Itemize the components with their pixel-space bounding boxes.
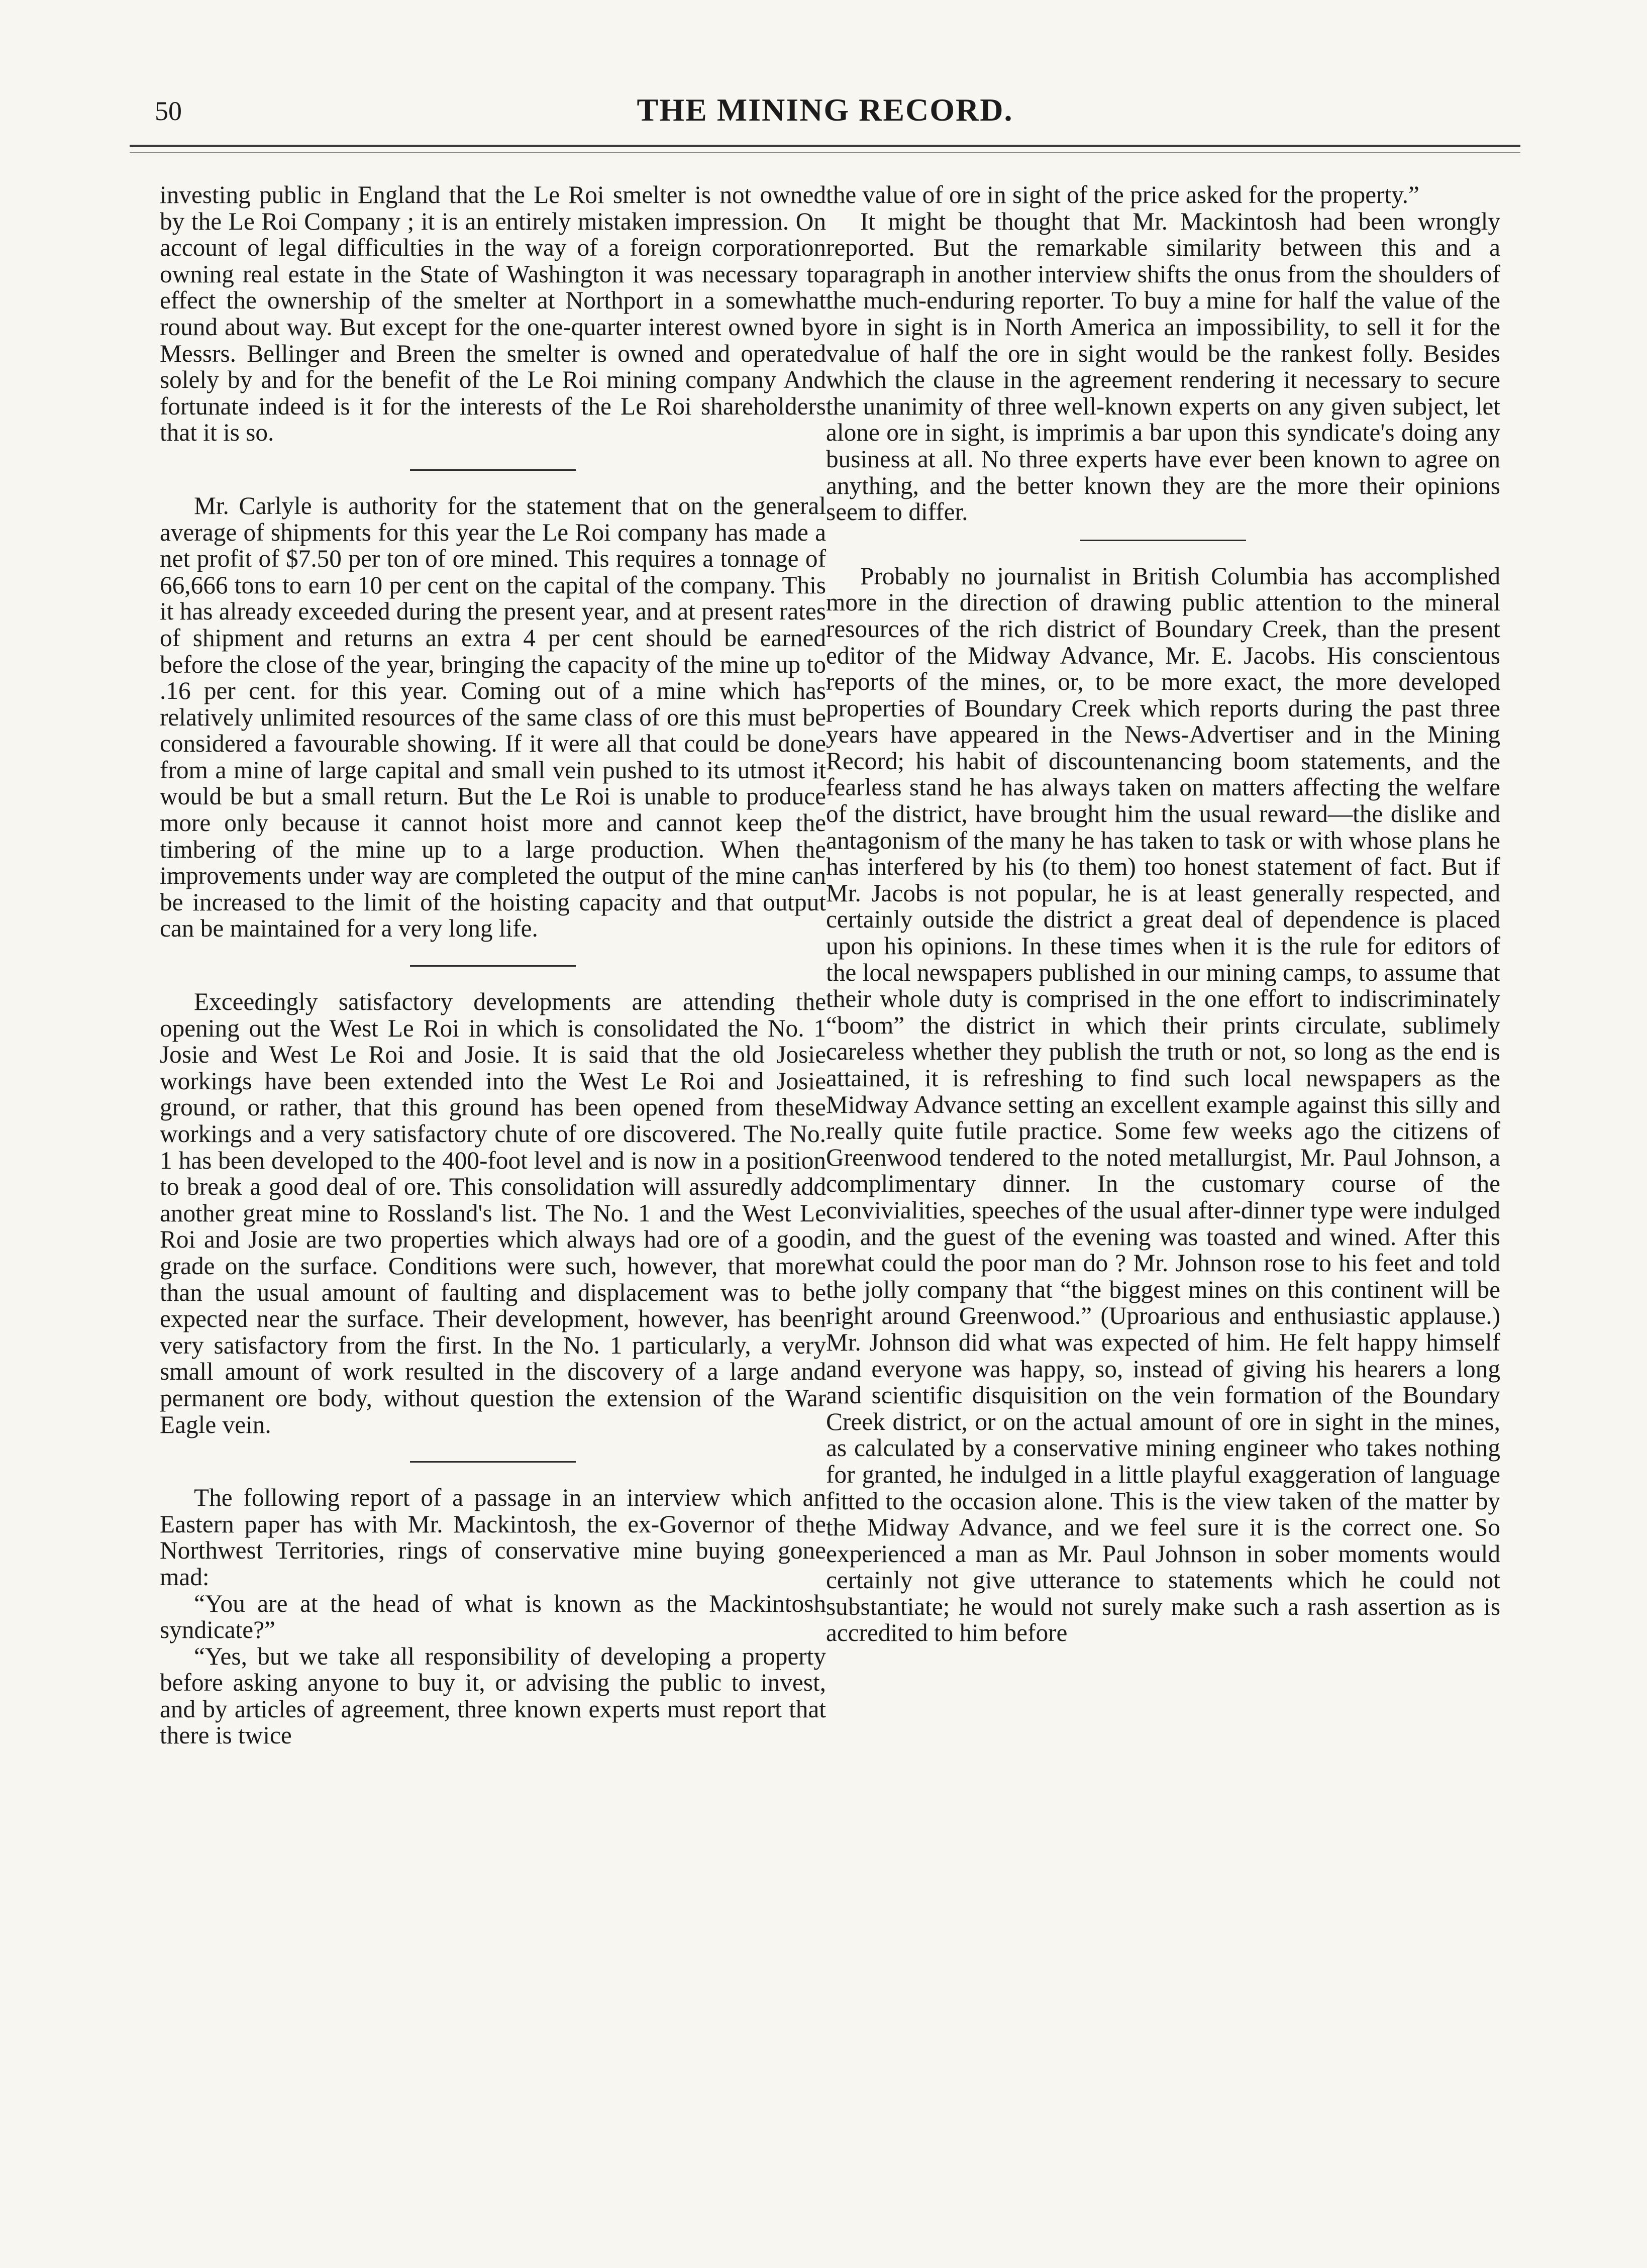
interview-answer-continued: the value of ore in sight of the price asked for the property.”	[826, 181, 1419, 209]
section-divider	[410, 965, 576, 967]
page-header	[130, 86, 1520, 147]
section-divider	[410, 1461, 576, 1463]
midway-advance-paragraph: Probably no journalist in British Columbia has accomplished more in the direction of drawing public attention to the mineral resources of the rich district of Boundary Creek, than the present editor of the Midway Advance, Mr. E. Jacobs. His conscientous reports of the mines, or, to be more exact, the more developed properties of Boundary Creek which reports during the past three years have appeared in the News-Advertiser and in the Mining Record; his habit of discountenancing boom statements, and the fearless stand he has always taken on matters affecting the welfare of the district, have brought him the usual reward—the dislike and antagonism of the many he has taken to task or with whose plans he has interfered by his (to them) too honest statement of fact. But if Mr. Jacobs is not popular, he is at least generally respected, and certainly outside the district a great deal of dependence is placed upon his opinions. In these times when it is the rule for editors of the local newspapers published in our mining camps, to assume that their whole duty is comprised in the one effort to indiscriminately “boom” the district in which their prints circulate, sublimely careless whether they publish the truth or not, so long as the end is attained, it is refreshing to find such local newspapers as the Midway Advance setting an excellent example against this silly and really quite futile practice. Some few weeks ago the citizens of Greenwood tendered to the noted metallurgist, Mr. Paul Johnson, a complimentary dinner. In the customary course of the convivialities, speeches of the usual after-dinner type were indulged in, and the guest of the evening was toasted and wined. After this what could the poor man do ? Mr. Johnson rose to his feet and told the jolly company that “the biggest mines on this continent will be right around Greenwood.” (Uproarious and enthusiastic applause.) Mr. Johnson did what was expected of him. He felt happy himself and everyone was happy, so, instead of giving his hearers a long and scientific disquisition on the vein formation of the Boundary Creek district, or on the actual amount of ore in sight in the mines, as calculated by a conservative mining engineer who takes nothing for granted, he indulged in a little playful exaggeration of language fitted to the occasion alone. This is the view taken of the matter by the Midway Advance, and we feel sure it is the correct one. So experienced a man as Mr. Paul Johnson in sober moments would certainly not give utterance to statements which he could not substantiate; he would not surely make such a rash assertion as is accredited to him before	[826, 562, 1500, 1647]
journal-title: THE MINING RECORD.	[637, 92, 1013, 128]
right-column	[826, 182, 1500, 1646]
mackintosh-commentary-paragraph: It might be thought that Mr. Mackintosh had been wrongly reported. But the remarkable similarity between this and a paragraph in another interview shifts the onus from the shoulders of the much-enduring reporter. To buy a mine for half the value of the ore in sight is in North America an impossibility, to sell it for the value of half the ore in sight would be the rankest folly. Besides which the clause in the agreement rendering it necessary to secure the unanimity of three well-known experts on any given subject, let alone ore in sight, is imprimis a bar upon this syndicate's doing any business at all. No three experts have ever been known to agree on anything, and the better known they are the more their opinions seem to differ.	[826, 207, 1500, 526]
interview-question: “You are at the head of what is known as the Mackintosh syndicate?”	[160, 1589, 826, 1644]
section-divider	[1080, 540, 1246, 541]
west-le-roi-paragraph: Exceedingly satisfactory developments are attending the opening out the West Le Roi in which is consolidated the No. 1 Josie and West Le Roi and Josie. It is said that the old Josie workings have been extended into the West Le Roi and Josie ground, or rather, that this ground has been opened from these workings and a very satisfactory chute of ore discovered. The No. 1 has been developed to the 400-foot level and is now in a position to break a good deal of ore. This consolidation will assuredly add another great mine to Rossland's list. The No. 1 and the West Le Roi and Josie are two properties which always had ore of a good grade on the surface. Conditions were such, however, that more than the usual amount of faulting and displacement was to be expected near the surface. Their development, however, has been very satisfactory from the first. In the No. 1 particularly, a very small amount of work resulted in the discovery of a large and permanent ore body, without question the extension of the War Eagle vein.	[160, 988, 826, 1438]
left-paragraph-continued: investing public in England that the Le Roi smelter is not owned by the Le Roi Company ; it is an entirely mistaken impression. On account of legal difficulties in the way of a foreign corporation owning real estate in the State of Washington it was necessary to effect the ownership of the smelter at Northport in a somewhat round about way. But except for the one-quarter interest owned by Messrs. Bellinger and Breen the smelter is owned and operated solely by and for the benefit of the Le Roi mining company And fortunate indeed is it for the interests of the Le Roi shareholders that it is so.	[160, 181, 826, 447]
section-divider	[410, 469, 576, 471]
header-rule	[130, 145, 1520, 153]
interview-answer: “Yes, but we take all responsibility of developing a property before asking anyone to buy it, or advising the public to invest, and by articles of agreement, three known experts must report that there is twice	[160, 1642, 826, 1749]
left-column	[160, 182, 826, 1749]
mackintosh-interview-intro: The following report of a passage in an interview which an Eastern paper has with Mr. Mackintosh, the ex-Governor of the Northwest Territories, rings of conservative mine buying gone mad:	[160, 1484, 826, 1591]
page-number: 50	[155, 96, 182, 126]
le-roi-profit-paragraph: Mr. Carlyle is authority for the statement that on the general average of shipments for this year the Le Roi company has made a net profit of $7.50 per ton of ore mined. This requires a tonnage of 66,666 tons to earn 10 per cent on the capital of the company. This it has already exceeded during the present year, and at present rates of shipment and returns an extra 4 per cent should be earned before the close of the year, bringing the capacity of the mine up to .16 per cent. for this year. Coming out of a mine which has relatively unlimited resources of the same class of ore this must be considered a favourable showing. If it were all that could be done from a mine of large capital and small vein pushed to its utmost it would be but a small return. But the Le Roi is unable to produce more only because it cannot hoist more and cannot keep the timbering of the mine up to a large production. When the improvements under way are completed the output of the mine can be increased to the limit of the hoisting capacity and that output can be maintained for a very long life.	[160, 491, 826, 943]
